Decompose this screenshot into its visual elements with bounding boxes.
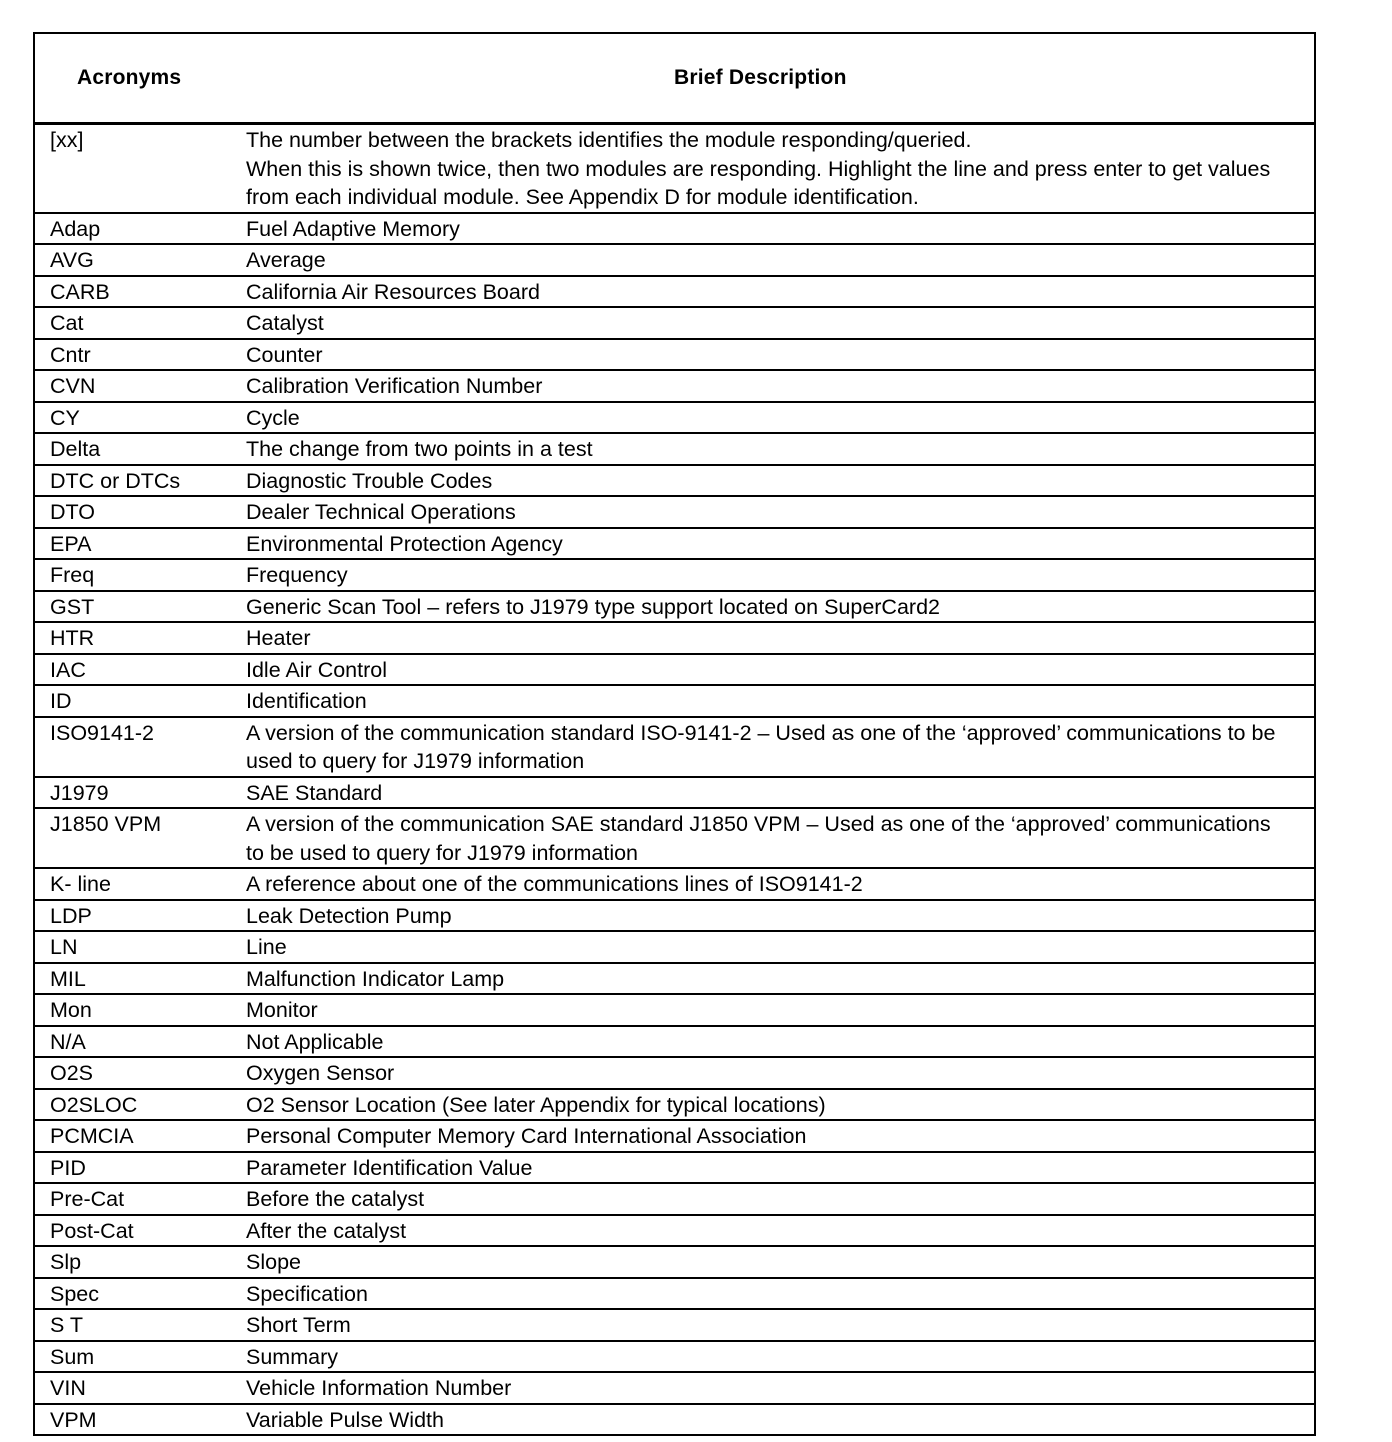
acronym-cell: LN xyxy=(34,931,243,963)
table-row xyxy=(34,1183,1315,1215)
acronym-cell: DTO xyxy=(34,496,243,528)
description-cell: Variable Pulse Width xyxy=(243,1404,1315,1436)
table-row xyxy=(34,1309,1315,1341)
table-row xyxy=(34,1152,1315,1184)
description-cell: Short Term xyxy=(243,1309,1315,1341)
description-cell: O2 Sensor Location (See later Appendix for typical locations) xyxy=(243,1089,1315,1121)
description-cell: Diagnostic Trouble Codes xyxy=(243,465,1315,497)
table-row xyxy=(34,591,1315,623)
acronym-cell: GST xyxy=(34,591,243,623)
description-cell: Monitor xyxy=(243,994,1315,1026)
acronym-cell: Post-Cat xyxy=(34,1215,243,1247)
acronym-cell: N/A xyxy=(34,1026,243,1058)
acronym-cell: J1850 VPM xyxy=(34,808,243,868)
acronym-cell: Pre-Cat xyxy=(34,1183,243,1215)
description-cell: Oxygen Sensor xyxy=(243,1057,1315,1089)
description-cell: Malfunction Indicator Lamp xyxy=(243,963,1315,995)
description-cell: Generic Scan Tool – refers to J1979 type support located on SuperCard2 xyxy=(243,591,1315,623)
description-cell: Before the catalyst xyxy=(243,1183,1315,1215)
acronym-cell: Spec xyxy=(34,1278,243,1310)
acronym-cell: LDP xyxy=(34,900,243,932)
description-cell: Leak Detection Pump xyxy=(243,900,1315,932)
acronym-cell: AVG xyxy=(34,244,243,276)
acronym-cell: Sum xyxy=(34,1341,243,1373)
acronym-cell: O2S xyxy=(34,1057,243,1089)
table-row xyxy=(34,496,1315,528)
table-row xyxy=(34,528,1315,560)
table-row xyxy=(34,622,1315,654)
acronym-cell: Delta xyxy=(34,433,243,465)
table-row xyxy=(34,1120,1315,1152)
table-row xyxy=(34,717,1315,777)
table-row xyxy=(34,244,1315,276)
table-row xyxy=(34,777,1315,809)
description-cell: Frequency xyxy=(243,559,1315,591)
description-cell: Slope xyxy=(243,1246,1315,1278)
acronym-cell: CY xyxy=(34,402,243,434)
table-row xyxy=(34,1246,1315,1278)
table-row xyxy=(34,465,1315,497)
table-row xyxy=(34,994,1315,1026)
description-cell: Average xyxy=(243,244,1315,276)
acronym-cell: IAC xyxy=(34,654,243,686)
acronym-cell: CARB xyxy=(34,276,243,308)
table-row xyxy=(34,963,1315,995)
description-cell: Dealer Technical Operations xyxy=(243,496,1315,528)
description-cell: California Air Resources Board xyxy=(243,276,1315,308)
acronym-cell: Adap xyxy=(34,213,243,245)
header-brief-description: Brief Description xyxy=(243,33,1315,124)
table-row xyxy=(34,276,1315,308)
acronym-cell: Freq xyxy=(34,559,243,591)
description-cell: Calibration Verification Number xyxy=(243,370,1315,402)
table-header xyxy=(34,33,1315,124)
acronym-cell: ID xyxy=(34,685,243,717)
table-row xyxy=(34,1057,1315,1089)
acronym-cell: Slp xyxy=(34,1246,243,1278)
acronym-cell: VIN xyxy=(34,1372,243,1404)
table-row xyxy=(34,685,1315,717)
description-cell: Counter xyxy=(243,339,1315,371)
acronym-cell: ISO9141-2 xyxy=(34,717,243,777)
table-row xyxy=(34,1089,1315,1121)
acronym-cell: DTC or DTCs xyxy=(34,465,243,497)
header-row xyxy=(34,33,1315,124)
description-cell: A version of the communication standard ISO-9141-2 – Used as one of the ‘approved’ communications to be used to query for J1979 information xyxy=(243,717,1315,777)
description-cell: Heater xyxy=(243,622,1315,654)
table-row xyxy=(34,868,1315,900)
acronym-cell: PID xyxy=(34,1152,243,1184)
table-row xyxy=(34,339,1315,371)
acronym-cell: HTR xyxy=(34,622,243,654)
acronym-cell: Cat xyxy=(34,307,243,339)
description-cell: A version of the communication SAE standard J1850 VPM – Used as one of the ‘approved’ communications to be used to query for J1979 information xyxy=(243,808,1315,868)
table-row xyxy=(34,1278,1315,1310)
description-cell: Vehicle Information Number xyxy=(243,1372,1315,1404)
acronym-cell: Mon xyxy=(34,994,243,1026)
table-row xyxy=(34,370,1315,402)
description-cell: Environmental Protection Agency xyxy=(243,528,1315,560)
table-row xyxy=(34,433,1315,465)
description-cell: Catalyst xyxy=(243,307,1315,339)
acronym-cell: S T xyxy=(34,1309,243,1341)
description-cell: Specification xyxy=(243,1278,1315,1310)
table-row xyxy=(34,402,1315,434)
acronym-cell: CVN xyxy=(34,370,243,402)
table-row xyxy=(34,931,1315,963)
table-row xyxy=(34,808,1315,868)
table-row xyxy=(34,1215,1315,1247)
acronym-cell: MIL xyxy=(34,963,243,995)
acronym-cell: Cntr xyxy=(34,339,243,371)
description-cell: A reference about one of the communications lines of ISO9141-2 xyxy=(243,868,1315,900)
table-row xyxy=(34,213,1315,245)
description-cell: Summary xyxy=(243,1341,1315,1373)
table-row xyxy=(34,1026,1315,1058)
table-row xyxy=(34,124,1315,213)
acronym-cell: K- line xyxy=(34,868,243,900)
table-body xyxy=(34,124,1315,1436)
description-cell: Fuel Adaptive Memory xyxy=(243,213,1315,245)
description-cell: Line xyxy=(243,931,1315,963)
table-row xyxy=(34,307,1315,339)
description-cell: After the catalyst xyxy=(243,1215,1315,1247)
description-cell: Idle Air Control xyxy=(243,654,1315,686)
description-cell: Identification xyxy=(243,685,1315,717)
description-cell: Parameter Identification Value xyxy=(243,1152,1315,1184)
acronym-cell: EPA xyxy=(34,528,243,560)
table-row xyxy=(34,1341,1315,1373)
description-cell: The change from two points in a test xyxy=(243,433,1315,465)
table-row xyxy=(34,654,1315,686)
table-row xyxy=(34,559,1315,591)
header-acronyms: Acronyms xyxy=(34,33,243,124)
acronym-cell: [xx] xyxy=(50,128,84,152)
acronym-table xyxy=(33,32,1316,1436)
acronym-cell: O2SLOC xyxy=(34,1089,243,1121)
description-cell: The number between the brackets identifies the module responding/queried. When this is shown twice, then two modules are responding. Highlight the line and press enter to get values from each individual module. See Appendix D for module identification. xyxy=(246,128,1271,209)
description-cell: Cycle xyxy=(243,402,1315,434)
description-cell: SAE Standard xyxy=(243,777,1315,809)
table-row xyxy=(34,1404,1315,1436)
table-row xyxy=(34,900,1315,932)
acronym-cell: VPM xyxy=(34,1404,243,1436)
acronym-cell: PCMCIA xyxy=(34,1120,243,1152)
description-cell: Personal Computer Memory Card International Association xyxy=(243,1120,1315,1152)
table-row xyxy=(34,1372,1315,1404)
description-cell: Not Applicable xyxy=(243,1026,1315,1058)
acronym-cell: J1979 xyxy=(34,777,243,809)
